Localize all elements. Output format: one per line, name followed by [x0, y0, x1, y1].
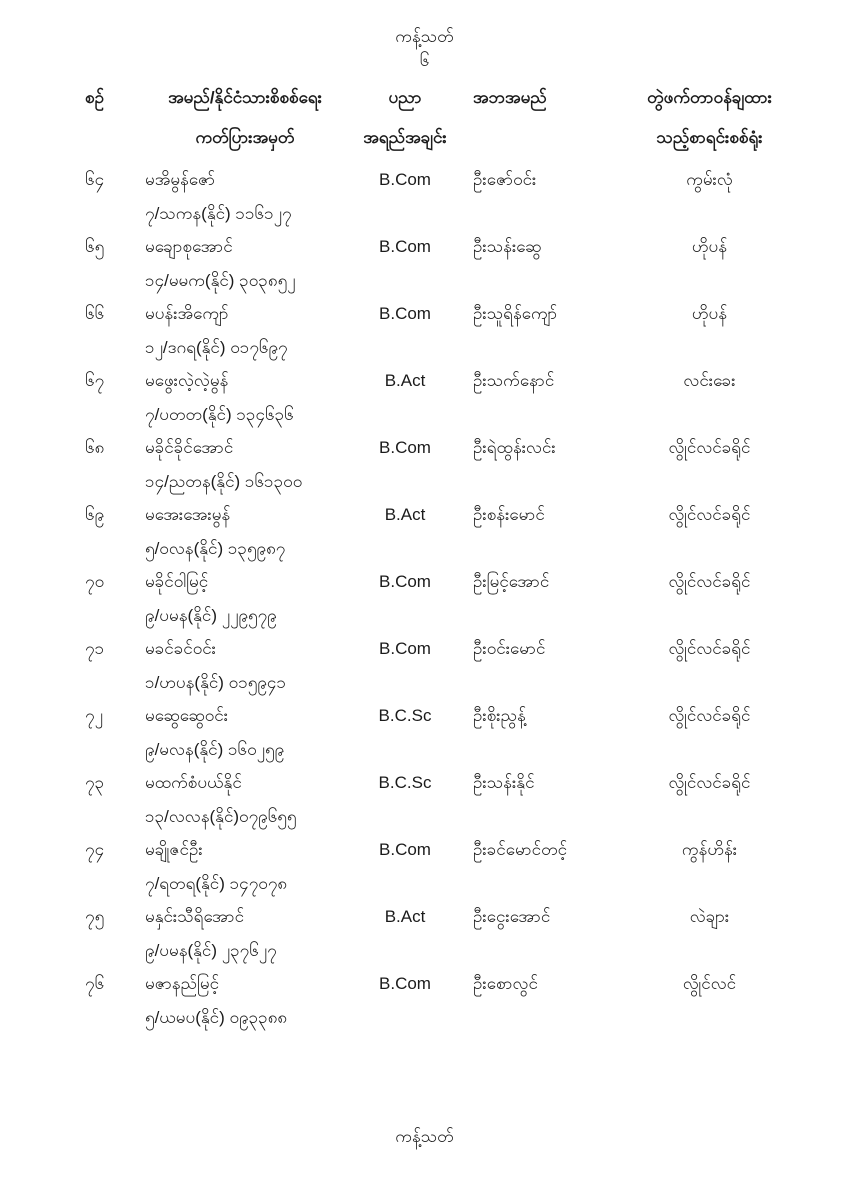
row-office: လွိုင်လင်ခရိုင် — [668, 706, 751, 725]
row-name: မဆွေဆွေဝင်း — [145, 706, 229, 725]
row-father-name: ဦးခင်မောင်တင့် — [473, 840, 568, 859]
row-nrc-number: ၅/ယမပ(နိုင်) ၀၉၃၃၈၈ — [145, 1008, 288, 1027]
row-nrc-number: ၁၂/ဒဂရ(နိုင်) ၀၁၇၆၉၇ — [145, 338, 288, 357]
row-father-name: ဦးမြင့်အောင် — [473, 572, 550, 591]
classification-header: ကန့်သတ် — [395, 27, 454, 46]
row-father-name: ဦးစောလွင် — [473, 974, 538, 993]
row-name-nrc-block — [145, 369, 345, 427]
row-name: မခိုင်ခိုင်အောင် — [145, 438, 234, 457]
row-serial: ၇၄ — [85, 840, 105, 859]
row-name: မထက်စံပယ်နိုင် — [145, 773, 242, 792]
row-name: မပန်းအိကျော် — [145, 304, 229, 323]
row-father-name: ဦးငွေးအောင် — [473, 907, 551, 926]
table-row — [0, 503, 849, 561]
header-father-name — [465, 86, 625, 150]
header-office-line2: သည့်စာရင်းစစ်ရုံး — [656, 128, 763, 147]
table-row — [0, 637, 849, 695]
table-row — [0, 838, 849, 896]
row-qualification: B.Com — [379, 304, 431, 323]
row-qualification: B.Com — [379, 170, 431, 189]
row-serial: ၆၈ — [85, 438, 105, 457]
row-serial: ၇၃ — [85, 773, 105, 792]
row-name-nrc-block — [145, 570, 345, 628]
row-nrc-number: ၉/ပမန(နိုင်) ၂၂၉၅၇၉ — [145, 606, 277, 625]
row-name: မအေးအေးမွန် — [145, 505, 231, 524]
row-name-nrc-block — [145, 771, 345, 829]
row-nrc-number: ၉/မလန(နိုင်) ၁၆၀၂၅၉ — [145, 740, 285, 759]
row-office: လွိုင်လင်ခရိုင် — [668, 505, 751, 524]
page-number: ၆ — [419, 51, 430, 70]
row-nrc-number: ၅/ဝလန(နိုင်) ၁၃၅၉၈၇ — [145, 539, 286, 558]
row-qualification: B.Act — [384, 371, 426, 390]
row-nrc-number: ၁၄/မမက(နိုင်) ၃၀၃၈၅၂ — [145, 271, 296, 290]
row-office: လင်းခေး — [683, 371, 736, 390]
table-body — [0, 168, 849, 1030]
row-qualification: B.Com — [379, 974, 431, 993]
row-office: လွိုင်လင်ခရိုင် — [668, 639, 751, 658]
row-father-name: ဦးသန်းဆွေ — [473, 237, 542, 256]
row-name: မချိုဇင်ဦး — [145, 840, 203, 859]
row-name-nrc-block — [145, 503, 345, 561]
row-qualification: B.Act — [384, 505, 426, 524]
row-father-name: ဦးဇော်ဝင်း — [473, 170, 537, 189]
row-father-name: ဦးသန်းနိုင် — [473, 773, 535, 792]
row-qualification: B.Com — [379, 438, 431, 457]
row-nrc-number: ၇/သကန(နိုင်) ၁၁၆၁၂၇ — [145, 204, 292, 223]
row-nrc-number: ၁၃/လလန(နိုင်)၀၇၉၆၅၅ — [145, 807, 297, 826]
header-serial — [85, 86, 145, 150]
header-name-nrc — [145, 86, 345, 150]
row-name-nrc-block — [145, 235, 345, 293]
row-father-name: ဦးသူရိန်ကျော် — [473, 304, 558, 323]
row-serial: ၇၁ — [85, 639, 105, 658]
header-office — [625, 86, 794, 150]
row-name: မချောစုအောင် — [145, 237, 233, 256]
table-row — [0, 570, 849, 628]
row-office: လွိုင်လင်ခရိုင် — [668, 572, 751, 591]
row-name-nrc-block — [145, 637, 345, 695]
header-office-line1: တွဲဖက်တာဝန်ချထား — [647, 88, 772, 107]
table-row — [0, 302, 849, 360]
row-office: လဲချား — [689, 907, 730, 926]
row-office: လွိုင်လင် — [682, 974, 737, 993]
row-father-name: ဦးသက်နောင် — [473, 371, 555, 390]
row-serial: ၇၂ — [85, 706, 103, 725]
row-father-name: ဦးစန်းမောင် — [473, 505, 545, 524]
row-name-nrc-block — [145, 302, 345, 360]
row-qualification: B.C.Sc — [378, 706, 432, 725]
header-qualification — [345, 86, 465, 150]
table-row — [0, 235, 849, 293]
row-father-name: ဦးရဲထွန်းလင်း — [473, 438, 556, 457]
row-name-nrc-block — [145, 436, 345, 494]
row-qualification: B.Com — [379, 237, 431, 256]
table-row — [0, 905, 849, 963]
row-qualification: B.Com — [379, 840, 431, 859]
header-name-line1: အမည်/နိုင်ငံသားစိစစ်ရေး — [168, 88, 322, 107]
table-row — [0, 972, 849, 1030]
header-qualification-line1: ပညာ — [388, 88, 422, 107]
row-name-nrc-block — [145, 838, 345, 896]
row-qualification: B.Act — [384, 907, 426, 926]
row-serial: ၆၅ — [85, 237, 105, 256]
row-name: မဖွေးလဲ့လဲ့မွန် — [145, 371, 229, 390]
table-row — [0, 771, 849, 829]
row-serial: ၇၆ — [85, 974, 105, 993]
row-office: လွိုင်လင်ခရိုင် — [668, 438, 751, 457]
row-name: မခိုင်ဝါမြင့် — [145, 572, 209, 591]
row-name: မဇာနည်မြင့် — [145, 974, 220, 993]
row-name-nrc-block — [145, 168, 345, 226]
row-nrc-number: ၉/ပမန(နိုင်) ၂၃၇၆၂၇ — [145, 941, 277, 960]
row-father-name: ဦးဝင်းမောင် — [473, 639, 546, 658]
row-name-nrc-block — [145, 704, 345, 762]
row-serial: ၆၇ — [85, 371, 105, 390]
row-name: မခင်ခင်ဝင်း — [145, 639, 216, 658]
row-qualification: B.Com — [379, 639, 431, 658]
row-nrc-number: ၇/ပတတ(နိုင်) ၁၃၄၆၃၆ — [145, 405, 294, 424]
row-name: မနှင်းသီရိအောင် — [145, 907, 245, 926]
row-serial: ၆၉ — [85, 505, 105, 524]
row-office: ကွန်ဟိန်း — [681, 840, 738, 859]
row-serial: ၇၅ — [85, 907, 105, 926]
table-row — [0, 704, 849, 762]
row-office: ဟိုပန် — [691, 237, 728, 256]
header-serial-label: စဉ် — [85, 88, 104, 107]
row-father-name: ဦးစိုးညွန့် — [473, 706, 526, 725]
row-nrc-number: ၁၄/ညတန(နိုင်) ၁၆၁၃၀၀ — [145, 472, 303, 491]
row-name-nrc-block — [145, 905, 345, 963]
row-name: မအိမွန်ဇော် — [145, 170, 216, 189]
table-row — [0, 369, 849, 427]
header-qualification-line2: အရည်အချင်း — [363, 128, 447, 147]
header-name-line2: ကတ်ပြားအမှတ် — [195, 128, 295, 147]
row-office: ကွမ်းလုံ — [686, 170, 733, 189]
table-row — [0, 168, 849, 226]
row-name-nrc-block — [145, 972, 345, 1030]
row-nrc-number: ၁/ဟပန(နိုင်) ၀၁၅၉၄၁ — [145, 673, 287, 692]
row-office: ဟိုပန် — [691, 304, 728, 323]
row-office: လွိုင်လင်ခရိုင် — [668, 773, 751, 792]
header-father-label: အဘအမည် — [473, 88, 547, 107]
row-serial: ၆၄ — [85, 170, 105, 189]
row-nrc-number: ၇/ရတရ(နိုင်) ၁၄၇၀၇၈ — [145, 874, 288, 893]
row-qualification: B.Com — [379, 572, 431, 591]
row-qualification: B.C.Sc — [378, 773, 432, 792]
classification-footer: ကန့်သတ် — [395, 1127, 454, 1146]
table-row — [0, 436, 849, 494]
table-header — [0, 86, 849, 150]
row-serial: ၆၆ — [85, 304, 105, 323]
row-serial: ၇၀ — [85, 572, 105, 591]
